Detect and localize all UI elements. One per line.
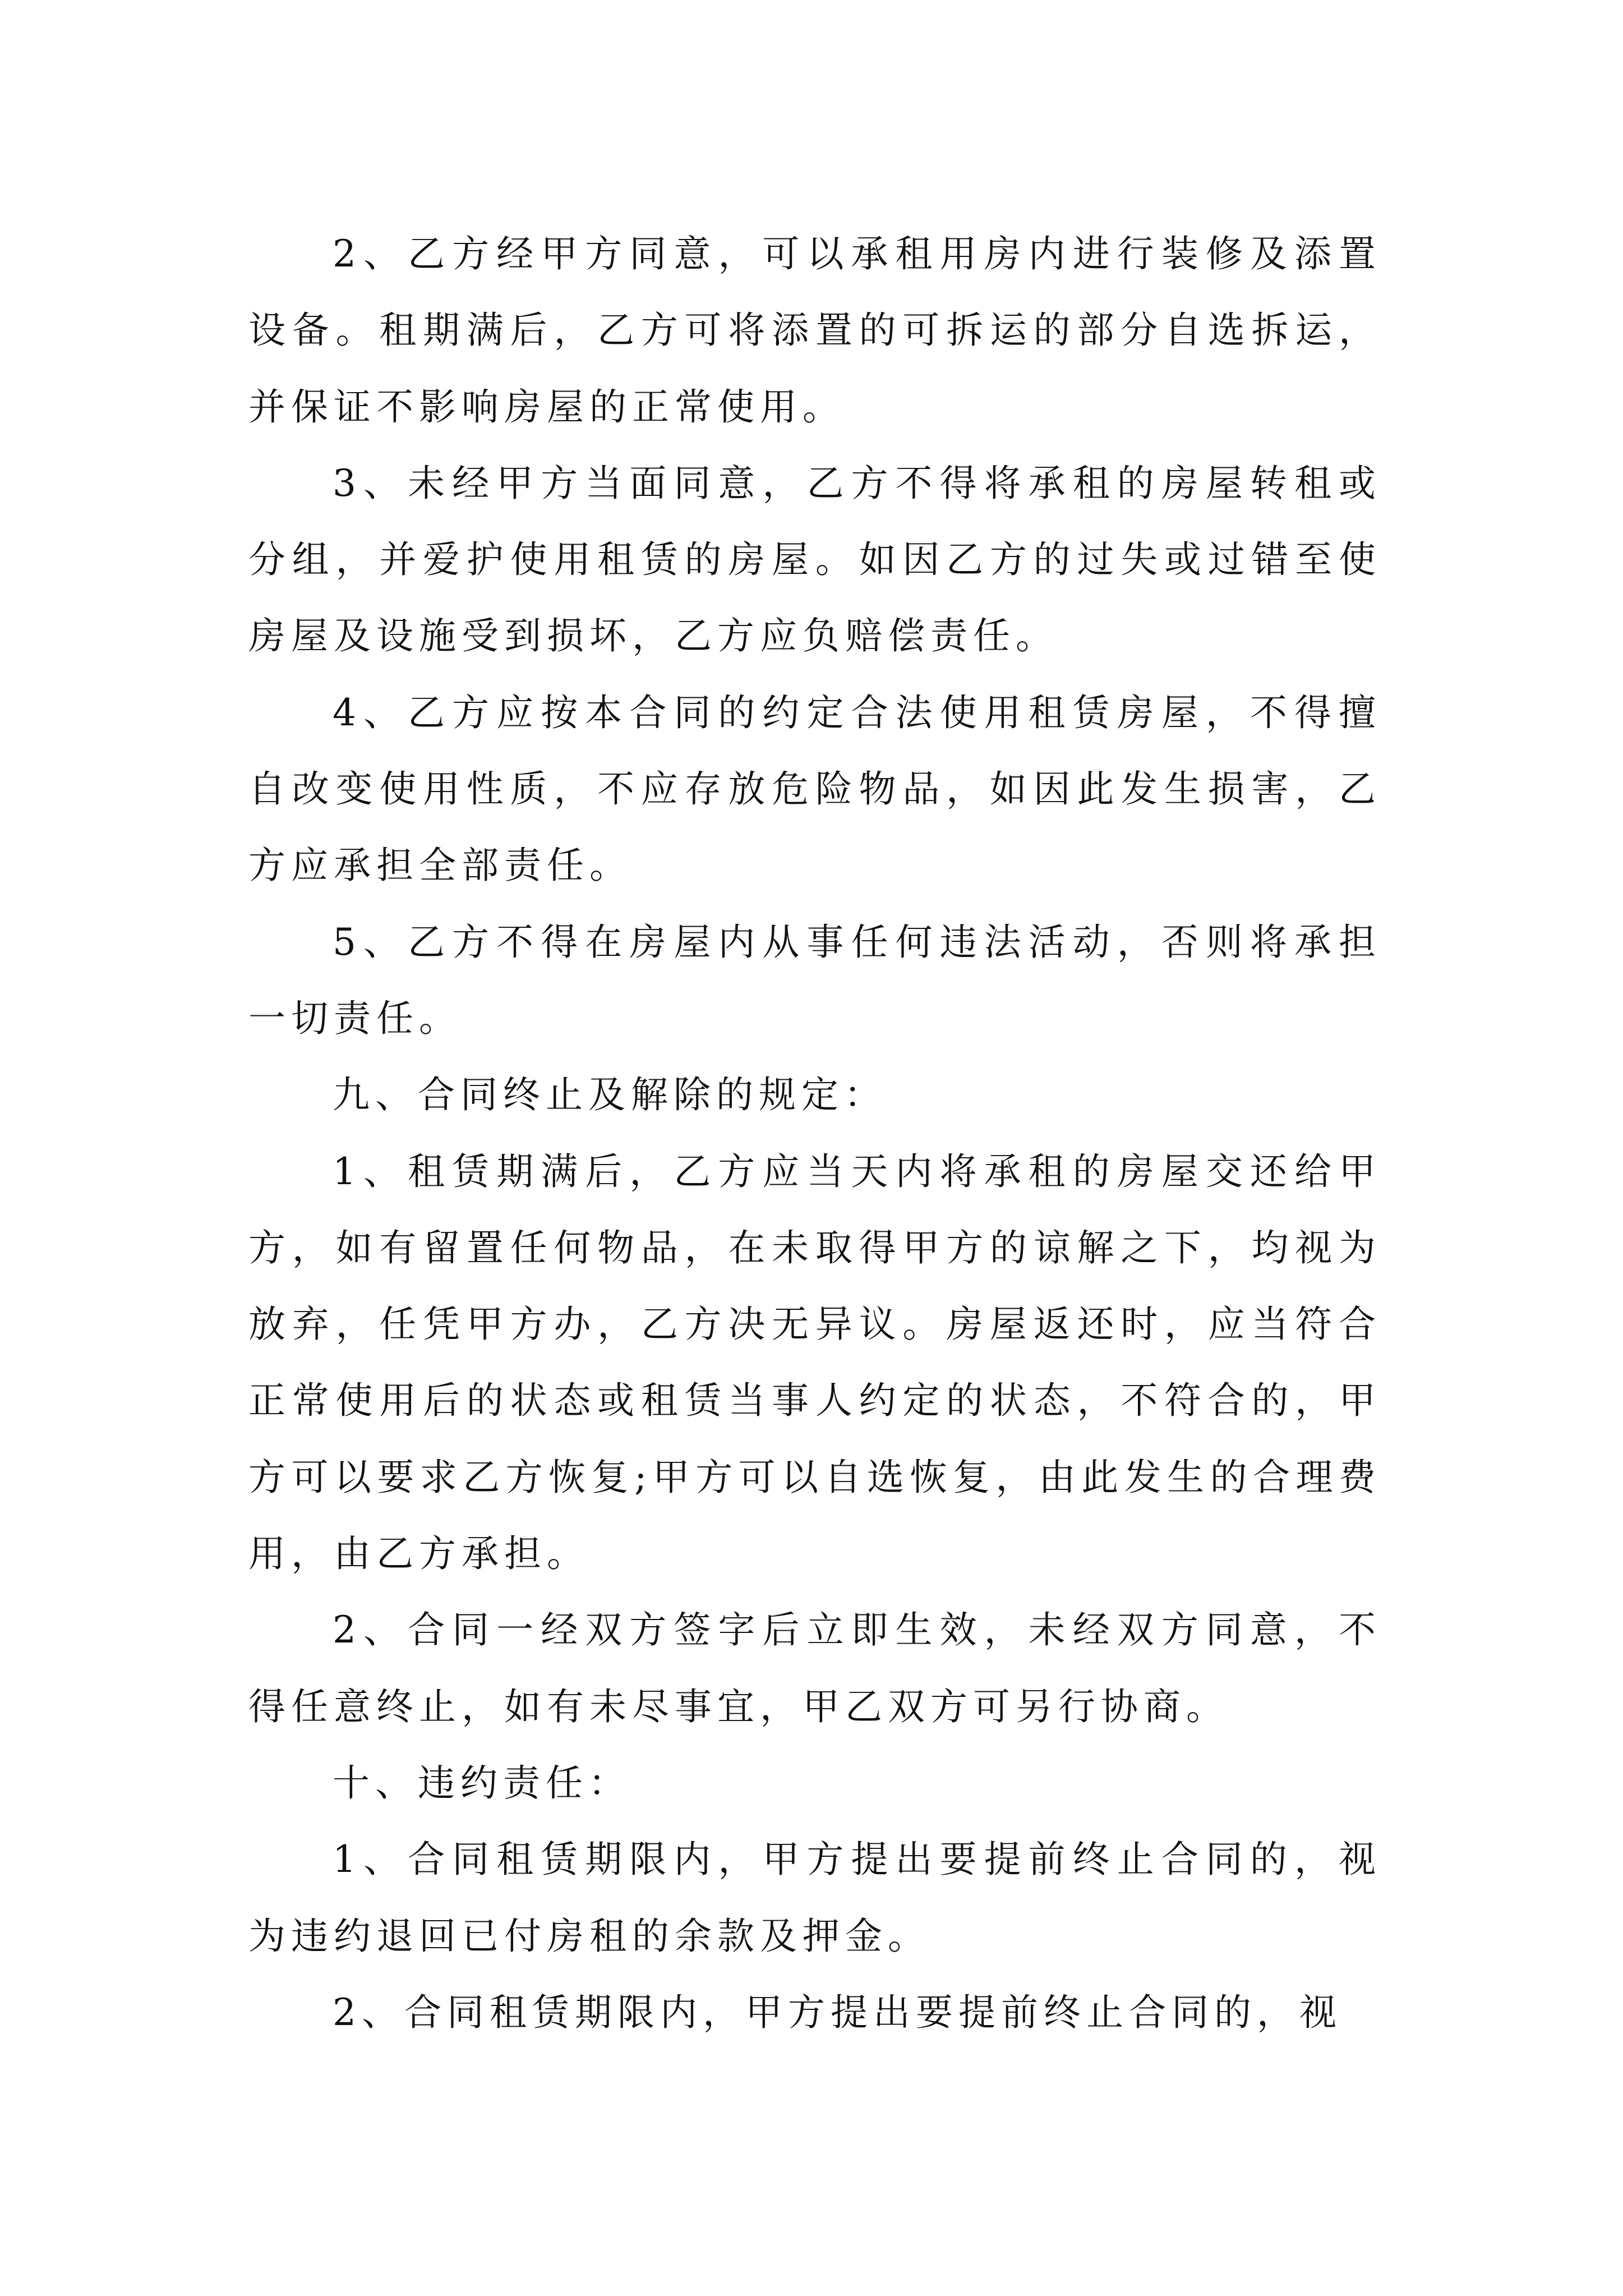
section-heading-10: 十、违约责任：: [333, 1761, 631, 1805]
document-body: [248, 216, 1381, 2051]
paragraph-clause-8-5: 5、乙方不得在房屋内从事任何违法活动，否则将承担一切责任。: [248, 920, 1381, 1040]
paragraph-clause-8-3: 3、未经甲方当面同意，乙方不得将承租的房屋转租或分组，并爱护使用租赁的房屋。如因乙方的过失或过错至使房屋及设施受到损坏，乙方应负赔偿责任。: [248, 461, 1381, 658]
paragraph-clause-10-1: 1、合同租赁期限内，甲方提出要提前终止合同的，视为违约退回已付房租的余款及押金。: [248, 1838, 1381, 1958]
paragraph-clause-8-2: 2、乙方经甲方同意，可以承租用房内进行装修及添置设备。租期满后，乙方可将添置的可拆运的部分自选拆运，并保证不影响房屋的正常使用。: [248, 232, 1381, 429]
section-heading-9: 九、合同终止及解除的规定：: [333, 1073, 887, 1117]
paragraph-clause-9-1: 1、租赁期满后，乙方应当天内将承租的房屋交还给甲方，如有留置任何物品，在未取得甲方的谅解之下，均视为放弃，任凭甲方办，乙方决无异议。房屋返还时，应当符合正常使用后的状态或租赁当事人约定的状态，不符合的，甲方可以要求乙方恢复;甲方可以自选恢复，由此发生的合理费用，由乙方承担。: [248, 1149, 1381, 1576]
paragraph-clause-8-4: 4、乙方应按本合同的约定合法使用租赁房屋，不得擅自改变使用性质，不应存放危险物品，如因此发生损害，乙方应承担全部责任。: [248, 691, 1381, 887]
paragraph-clause-9-2: 2、合同一经双方签字后立即生效，未经双方同意，不得任意终止，如有未尽事宜，甲乙双方可另行协商。: [248, 1608, 1381, 1728]
paragraph-clause-10-2: 2、合同租赁期限内，甲方提出要提前终止合同的，视: [333, 1990, 1342, 2034]
